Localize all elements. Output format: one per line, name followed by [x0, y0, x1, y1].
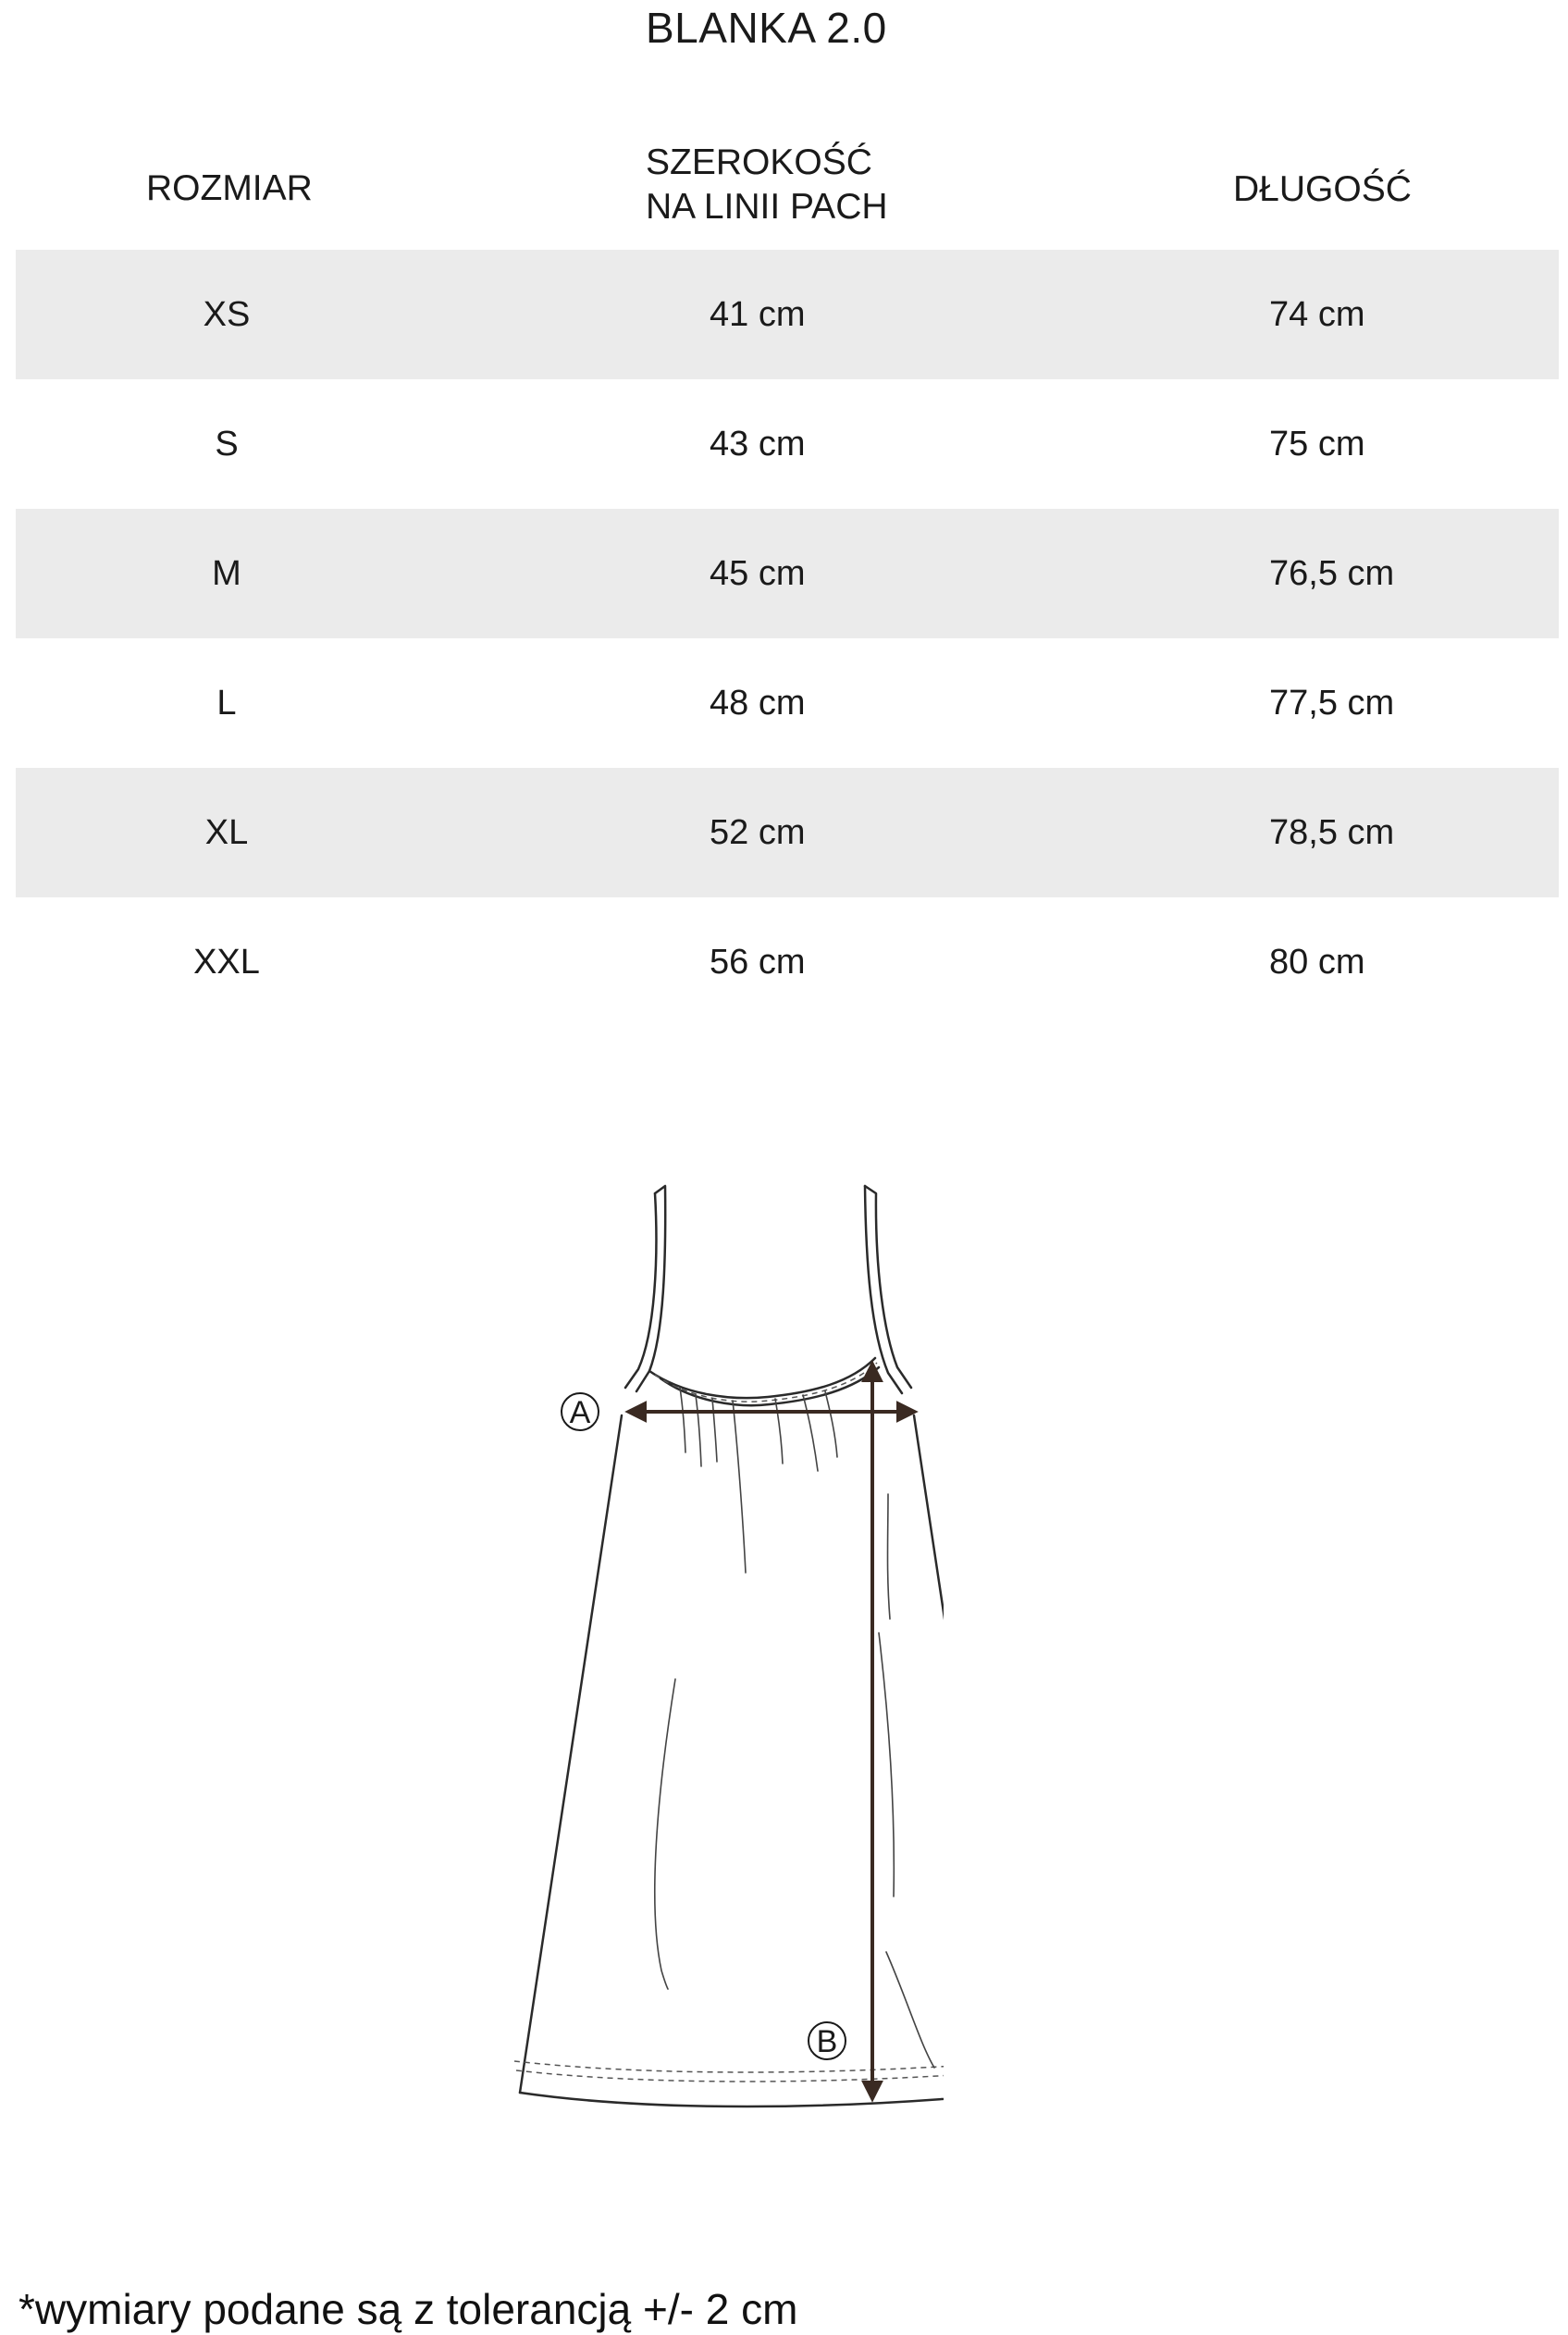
label-b-text: B — [816, 2024, 838, 2059]
header-width-line1: SZEROKOŚĆ — [646, 142, 872, 182]
length-cell: 78,5 cm — [1269, 813, 1395, 852]
table-row — [16, 250, 1559, 379]
dress-left-side — [520, 1415, 622, 2093]
header-length: DŁUGOŚĆ — [1233, 169, 1412, 209]
dress-hem — [520, 2093, 944, 2106]
header-size: ROZMIAR — [146, 168, 313, 208]
header-width-line2: NA LINII PACH — [646, 187, 888, 227]
dress-right-side — [914, 1415, 944, 2093]
neckline-inner — [661, 1367, 879, 1405]
size-cell: M — [212, 554, 241, 593]
size-cell: S — [215, 425, 239, 463]
width-cell: 41 cm — [710, 295, 806, 334]
size-table — [16, 250, 1559, 1027]
label-a-text: A — [569, 1395, 591, 1430]
width-cell: 56 cm — [710, 943, 806, 982]
dress-diagram — [500, 1180, 944, 2123]
size-cell: XXL — [193, 943, 260, 982]
right-strap — [865, 1186, 911, 1388]
table-row — [16, 379, 1559, 509]
width-cell: 52 cm — [710, 813, 806, 852]
size-cell: L — [216, 684, 237, 723]
header-width — [646, 141, 888, 229]
table-row — [16, 509, 1559, 638]
length-cell: 76,5 cm — [1269, 554, 1395, 593]
width-cell: 43 cm — [710, 425, 806, 463]
table-row — [16, 768, 1559, 897]
tolerance-note: *wymiary podane są z tolerancją +/- 2 cm — [19, 2285, 798, 2333]
table-row — [16, 897, 1559, 1027]
label-a — [562, 1393, 599, 1430]
length-cell: 77,5 cm — [1269, 684, 1395, 723]
length-cell: 75 cm — [1269, 425, 1365, 463]
size-cell: XL — [204, 813, 249, 852]
length-cell: 74 cm — [1269, 295, 1365, 334]
length-cell: 80 cm — [1269, 943, 1365, 982]
label-b — [809, 2022, 846, 2059]
size-cell: XS — [203, 295, 251, 334]
left-strap-edge — [625, 1193, 656, 1388]
width-cell: 48 cm — [710, 684, 806, 723]
table-row — [16, 638, 1559, 768]
width-cell: 45 cm — [710, 554, 806, 593]
page-title: BLANKA 2.0 — [646, 4, 887, 52]
